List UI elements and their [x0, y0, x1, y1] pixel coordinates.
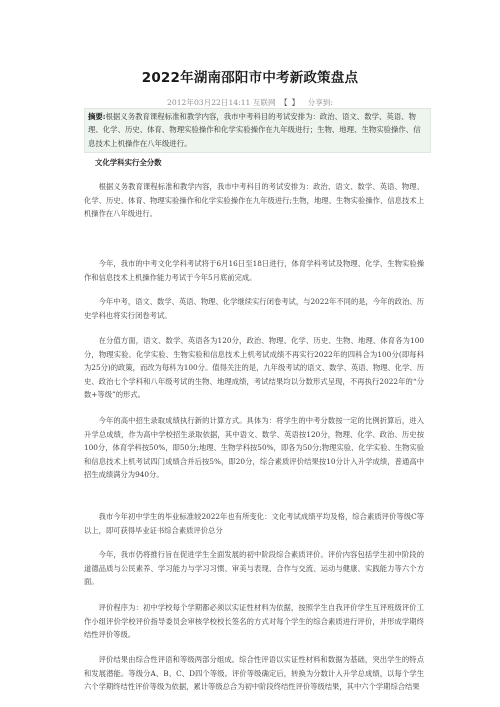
- paragraph: 今年中考，语文、数学、英语、物理、化学继续实行闭卷考试，与2022年不同的是，今年的政治、历史学科也将实行闭卷考试。: [84, 297, 424, 320]
- paragraph: 今年，我市的中考文化学科考试将于6月16日至18日进行，体育学科考试及物理、化学、生物实验操作和信息技术上机操作能力考试于今年5月底前完成。: [84, 259, 424, 282]
- paragraph: 在分值方面，语文、数学、英语各为120分，政治、物理、化学、历史、生物、地理、体育各为100分，物理实验、化学实验、生物实验和信息技术上机考试成绩不再实行2022年的四科合为100分(即每科为25分)的政策，而改为每科为100分。值得关注的是，九年级考试的语文、数学、英语、物理、化学、历史、政治七个学科和八年级考试的生物、地理成绩，考试结果均以分数形式呈现，不再执行2022年的“分数+等级”的形式。: [84, 336, 424, 400]
- share-link[interactable]: 分享到:: [307, 98, 333, 107]
- paragraph: 评价结果由综合性评语和等级两部分组成。综合性评语以实证性材料和数据为基础，突出学生的特点和发展潜能。等级分A、B、C、D四个等级。评价等级确定后，转换为分数计入升学总成绩，以每个学生六个学期终结性评价等级为依据，累计等级总合为初中阶段终结性评价等级结果，其中六个学期综合结果: [84, 655, 424, 692]
- paragraph: 今年，我市仍将推行旨在促进学生全面发展的初中阶段综合素质评价。评价内容包括学生初中阶段的道德品质与公民素养、学习能力与学习习惯、审美与表现、合作与交流、运动与健康、实践能力等六个方面。: [84, 550, 424, 587]
- paragraph: 我市今年初中学生的毕业标准较2022年也有所变化：文化考试成绩平均及格，综合素质评价等级C等以上，即可获得毕业证书综合素质评价总分: [84, 512, 424, 535]
- article-source: 互联网: [252, 98, 276, 107]
- abstract-label: 摘要:: [88, 112, 106, 121]
- paragraph: 根据义务教育课程标准和教学内容，我市中考科目的考试安排为：政治、语文、数学、英语、物理、化学、历史、体育、物理实验操作和化学实验操作在九年级进行;生物，地理、生物实验操作、信息技术上机操作在八年级进行。: [84, 182, 424, 219]
- publish-date: 2012年03月22日14:11: [167, 98, 251, 107]
- section-heading: 文化学科实行全分数: [95, 158, 162, 167]
- bracket-left: 【: [280, 98, 288, 107]
- abstract-text: 根据义务教育课程标准和教学内容，我市中考科目的考试安排为：政治、语文、数学、英语、物理、化学、历史、体育、物理实验操作和化学实验操作在九年级进行；生物、地理、生物实验操作、信息技术上机操作在八年级进行。: [88, 112, 421, 148]
- bracket-right: 】: [291, 98, 300, 107]
- article-meta: [0, 97, 500, 108]
- article-abstract: [84, 108, 431, 153]
- paragraph: 今年的高中招生录取成绩执行新的计算方式。具体为：将学生的中考分数按一定的比例折算后，进入升学总成绩，作为高中学校招生录取依据，其中语文、数学、英语按120分，物理、化学、政治、历史按100分，体育学科按50%，即50分;地理、生物学科按50%，即各为50分;物理实验、化学实验、生物实验和信息技术上机考试四门成绩合并后按5%，即20分，综合素质评价结果按10分计入升学成绩，普通高中招生成绩满分为940分。: [84, 416, 424, 480]
- paragraph: 评价程序为：初中学校每个学期都必须以实证性材料为依据，按照学生自我评价学生互评班级评价工作小组评价学校评价指导委员会审核学校校长签名的方式对每个学生的综合素质进行评价，并形成学期终结性评价等级。: [84, 603, 424, 640]
- article-title: 2022年湖南邵阳市中考新政策盘点: [141, 70, 359, 86]
